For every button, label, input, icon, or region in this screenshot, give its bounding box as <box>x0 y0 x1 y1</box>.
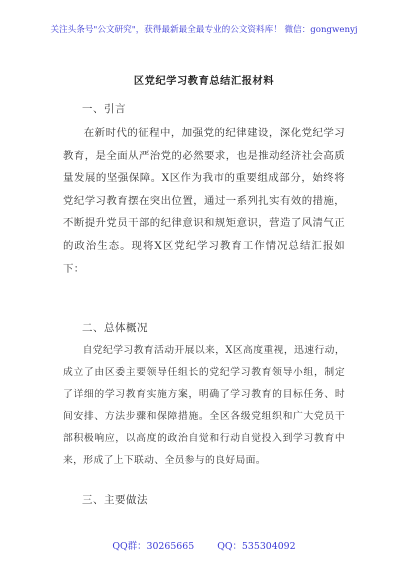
paragraph-overview: 自党纪学习教育活动开展以来，X区高度重视，迅速行动，成立了由区委主要领导任组长的党纪学习教育领导小组，制定了详细的学习教育实施方案，明确了学习教育的目标任务、时间安排、方法步骤和保障措施。全区各级党组织和广大党员干部积极响应，以高度的政治自觉和行动自觉投入到学习教育中来，形成了上下联动、全员参与的良好局面。 <box>63 345 345 466</box>
document-title: 区党纪学习教育总结汇报材料 <box>133 75 275 87</box>
section-heading-practices: 三、主要做法 <box>82 494 148 506</box>
footer-contact <box>0 538 408 552</box>
section-heading-intro: 一、引言 <box>82 103 126 115</box>
footer-qq: QQ：535304092 <box>217 541 296 552</box>
header-note: 关注头条号"公文研究"，获得最新最全最专业的公文资料库！ 微信：gongwenyj <box>50 25 358 35</box>
footer-qq-group: QQ群：30265665 <box>112 541 195 552</box>
section-heading-overview: 二、总体概况 <box>82 322 148 334</box>
paragraph-intro: 在新时代的征程中，加强党的纪律建设，深化党纪学习教育，是全面从严治党的必然要求，也是推动经济社会高质量发展的坚强保障。X区作为我市的重要组成部分，始终将党纪学习教育摆在突出位置，通过一系列扎实有效的措施，不断提升党员干部的纪律意识和规矩意识，营造了风清气正的政治生态。现将X区党纪学习教育工作情况总结汇报如下： <box>63 127 345 275</box>
